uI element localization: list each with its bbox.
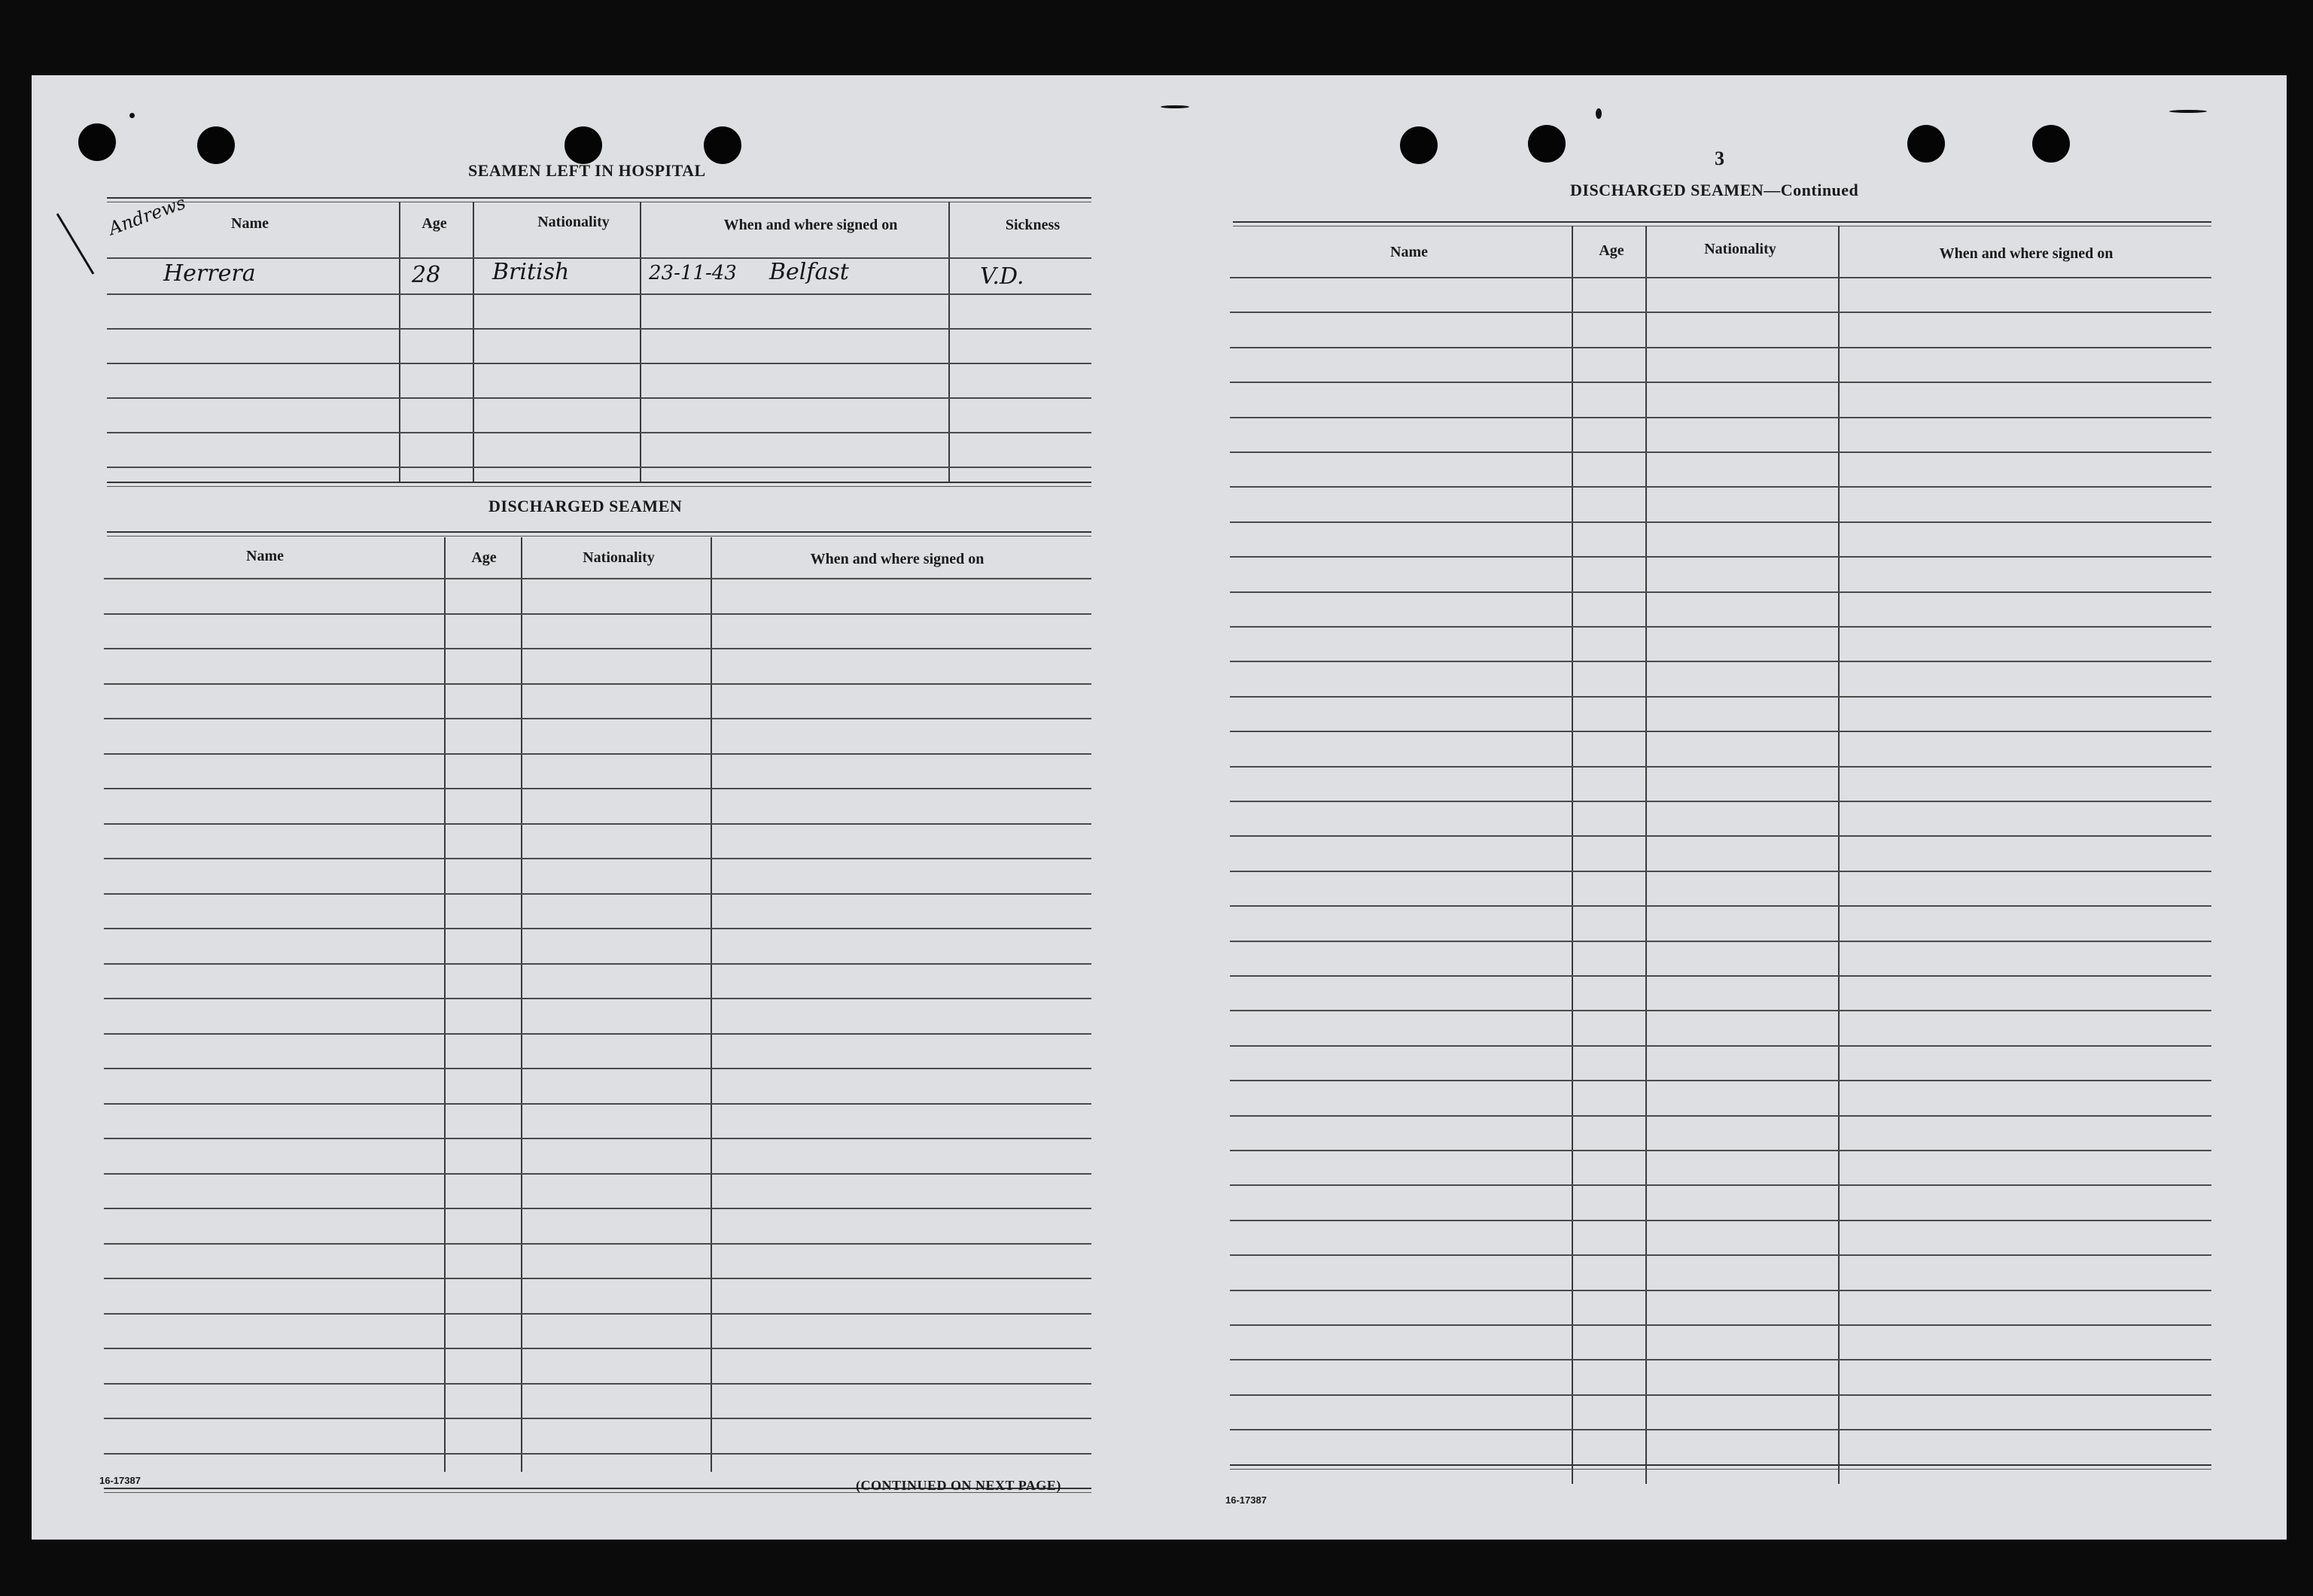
hospital-entry-surname: Herrera: [163, 260, 256, 287]
table-row-rule: [1230, 696, 2211, 698]
hospital-section-title: SEAMEN LEFT IN HOSPITAL: [468, 161, 706, 180]
hospital-col-divider: [640, 202, 641, 482]
hospital-header-name: Name: [231, 215, 269, 232]
discharged-col-divider: [711, 537, 712, 1472]
punch-hole: [1907, 125, 1945, 163]
table-row-rule: [1230, 1045, 2211, 1047]
discharged-header-signed-on: When and where signed on: [810, 551, 985, 567]
table-row-rule: [104, 1103, 1091, 1105]
table-row-rule: [1230, 835, 2211, 837]
table-row-rule: [1230, 1115, 2211, 1117]
table-row-rule: [1230, 312, 2211, 313]
hospital-entry-sickness: V.D.: [980, 263, 1024, 290]
table-row-rule: [104, 928, 1091, 929]
hospital-row-rule: [107, 432, 1091, 433]
table-row-rule: [1230, 417, 2211, 418]
table-row-rule: [104, 683, 1091, 685]
right-header-age: Age: [1599, 242, 1624, 259]
hospital-entry-date: 23-11-43: [649, 262, 737, 284]
ink-speck: [2169, 110, 2207, 113]
table-row-rule: [1230, 766, 2211, 768]
hospital-entry-given-name: Andrews: [105, 192, 189, 239]
hospital-row-rule: [107, 257, 1091, 259]
table-row-rule: [1230, 556, 2211, 558]
table-row-rule: [1230, 451, 2211, 453]
right-col-divider: [1838, 226, 1840, 1484]
table-bottom-rule: [1230, 1464, 2211, 1466]
discharged-section-title: DISCHARGED SEAMEN: [488, 497, 683, 515]
right-col-divider: [1645, 226, 1647, 1484]
discharged-header-name: Name: [246, 548, 284, 564]
right-header-name: Name: [1390, 244, 1428, 260]
margin-tick-mark: [54, 211, 99, 278]
right-header-nationality: Nationality: [1704, 241, 1776, 257]
punch-hole: [565, 126, 602, 164]
hospital-entry-place: Belfast: [769, 259, 849, 285]
table-row-rule: [104, 1138, 1091, 1139]
right-col-divider: [1572, 226, 1573, 1484]
discharged-col-divider: [521, 537, 522, 1472]
punch-hole: [78, 123, 116, 161]
table-row-rule: [104, 1313, 1091, 1315]
table-row-rule: [1230, 1184, 2211, 1186]
table-row-rule: [104, 998, 1091, 999]
table-row-rule: [104, 788, 1091, 789]
table-row-rule: [1230, 277, 2211, 278]
table-row-rule: [1230, 905, 2211, 907]
table-row-rule: [104, 718, 1091, 719]
table-row-rule: [1230, 871, 2211, 872]
hospital-header-nationality: Nationality: [537, 214, 610, 230]
hospital-entry-age: 28: [412, 262, 441, 288]
table-row-rule: [1230, 1150, 2211, 1151]
table-row-rule: [1230, 1359, 2211, 1360]
table-row-rule: [104, 823, 1091, 825]
table-row-rule: [104, 1173, 1091, 1175]
hospital-header-sickness: Sickness: [1005, 217, 1061, 233]
left-form-number: 16-17387: [99, 1475, 141, 1486]
ink-speck: [1596, 108, 1602, 119]
table-row-rule: [1230, 661, 2211, 662]
table-row-rule: [1230, 347, 2211, 348]
punch-hole: [1400, 126, 1438, 164]
discharged-col-divider: [444, 537, 446, 1472]
punch-hole: [1528, 125, 1566, 163]
hospital-col-divider: [948, 202, 950, 482]
ledger-sheet: [32, 75, 2287, 1540]
hospital-header-age: Age: [422, 215, 447, 232]
right-form-number: 16-17387: [1225, 1494, 1267, 1506]
right-top-rule: [1233, 221, 2211, 223]
hospital-row-rule: [107, 467, 1091, 468]
table-row-rule: [104, 893, 1091, 895]
discharged-top-rule: [107, 531, 1091, 533]
table-row-rule: [1230, 521, 2211, 523]
right-header-signed-on: When and where signed on: [1939, 245, 2114, 262]
hospital-row-rule: [107, 328, 1091, 330]
punch-hole: [2032, 125, 2070, 163]
table-row-rule: [1230, 975, 2211, 977]
table-row-rule: [104, 753, 1091, 755]
table-row-rule: [1230, 731, 2211, 732]
table-row-rule: [104, 1278, 1091, 1279]
discharged-header-nationality: Nationality: [583, 549, 655, 566]
table-row-rule: [104, 1208, 1091, 1209]
table-row-rule: [104, 1068, 1091, 1069]
table-row-rule: [1230, 941, 2211, 942]
hospital-header-signed-on: When and where signed on: [723, 217, 898, 233]
table-row-rule: [104, 1418, 1091, 1419]
continued-note: (CONTINUED ON NEXT PAGE): [856, 1478, 1061, 1493]
table-row-rule: [104, 1348, 1091, 1349]
hospital-row-rule: [107, 363, 1091, 364]
table-row-rule: [104, 963, 1091, 965]
punch-hole: [704, 126, 741, 164]
table-row-rule: [104, 1453, 1091, 1455]
table-row-rule: [104, 578, 1091, 579]
table-row-rule: [1230, 1324, 2211, 1326]
hospital-bottom-rule: [107, 482, 1091, 483]
table-row-rule: [1230, 1429, 2211, 1430]
hospital-row-rule: [107, 293, 1091, 295]
ink-speck: [129, 113, 135, 118]
discharged-header-age: Age: [471, 549, 497, 566]
table-row-rule: [104, 613, 1091, 615]
table-row-rule: [1230, 801, 2211, 802]
table-row-rule: [1230, 1080, 2211, 1081]
table-row-rule: [1230, 1394, 2211, 1396]
table-row-rule: [1230, 1290, 2211, 1291]
table-row-rule: [1230, 486, 2211, 488]
table-row-rule: [1230, 1220, 2211, 1221]
ink-speck: [1161, 105, 1189, 108]
right-section-title: DISCHARGED SEAMEN—Continued: [1570, 181, 1859, 199]
table-row-rule: [1230, 1010, 2211, 1011]
table-row-rule: [1230, 1254, 2211, 1256]
hospital-row-rule: [107, 397, 1091, 399]
table-row-rule: [1230, 382, 2211, 383]
table-row-rule: [104, 1243, 1091, 1245]
table-row-rule: [104, 858, 1091, 859]
hospital-col-divider: [473, 202, 474, 482]
table-row-rule: [104, 1383, 1091, 1385]
table-row-rule: [104, 648, 1091, 649]
table-row-rule: [1230, 591, 2211, 593]
hospital-top-rule: [107, 197, 1091, 199]
punch-hole: [197, 126, 235, 164]
table-row-rule: [104, 1033, 1091, 1035]
hospital-entry-nationality: British: [492, 259, 570, 285]
page-number: 3: [1715, 147, 1724, 169]
table-row-rule: [1230, 626, 2211, 628]
hospital-col-divider: [399, 202, 400, 482]
